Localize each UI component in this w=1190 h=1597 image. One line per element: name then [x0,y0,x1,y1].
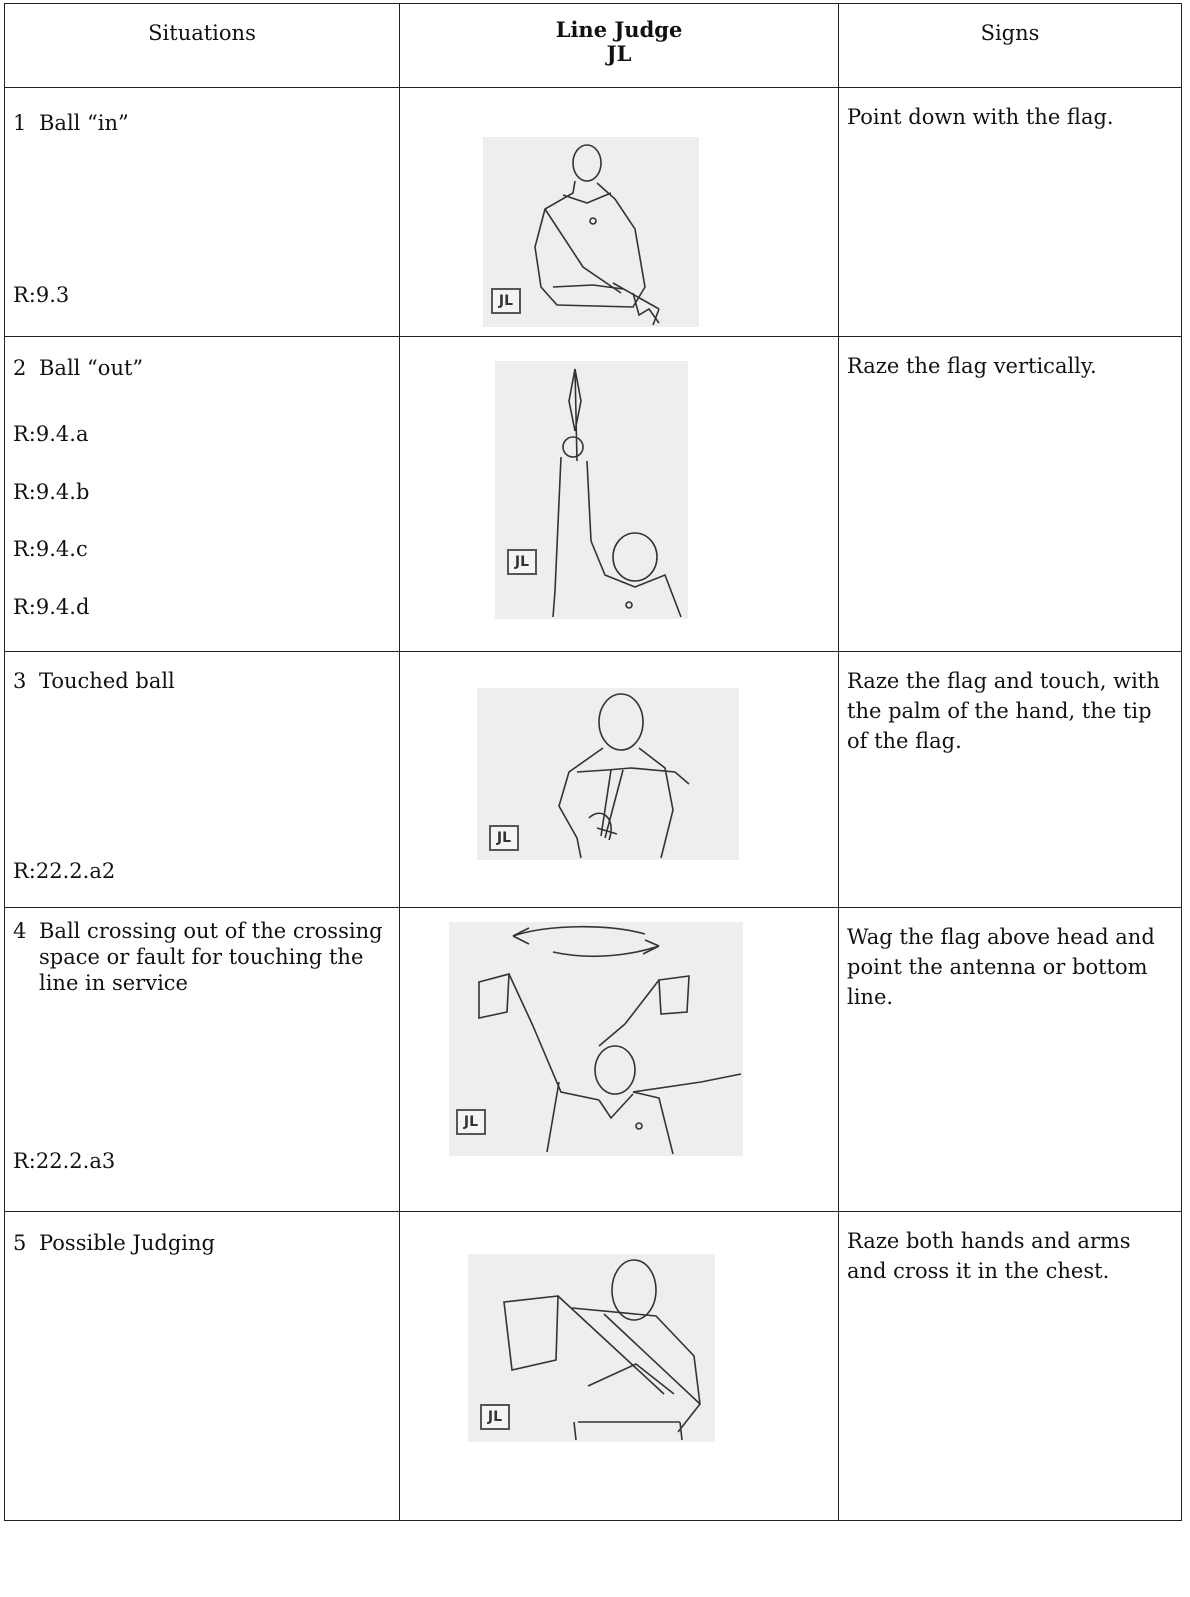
jl-badge: JL [507,549,537,575]
situation-text: Ball “in” [39,111,129,135]
sign-cell [839,88,1182,337]
situation-number: 2 [13,356,27,380]
situation-text: Touched ball [39,669,175,693]
table-row [5,337,1182,652]
situation-cell [5,88,400,337]
sign-text: Raze the flag and touch, with the palm of the hand, the tip of the flag. [847,669,1160,753]
situation-title [13,668,389,694]
illustration-cell [400,1212,839,1521]
header-signs-label: Signs [980,21,1040,45]
jl-badge: JL [456,1109,486,1135]
table-row [5,1212,1182,1521]
table-row [5,908,1182,1212]
sign-cell [839,1212,1182,1521]
sign-cell [839,908,1182,1212]
table-row [5,88,1182,337]
situation-number: 5 [13,1231,27,1255]
situation-text: Ball crossing out of the crossing space or fault for touching the line in service [39,919,383,995]
situation-text: Possible Judging [39,1231,215,1255]
rule-reference: R:9.4.a [13,422,89,446]
situation-title [13,110,389,136]
header-situations [5,4,400,88]
referee-flag-pointing-down-icon [483,137,699,327]
situation-cell [5,652,400,908]
referee-touching-flag-tip-icon [477,688,739,860]
situation-number: 3 [13,669,27,693]
situation-number: 1 [13,111,27,135]
situation-cell [5,1212,400,1521]
situation-cell [5,337,400,652]
header-situations-label: Situations [148,21,256,45]
header-line-judge [400,4,839,88]
rule-reference: R:22.2.a3 [13,1149,116,1173]
situation-cell [5,908,400,1212]
header-line-judge-abbr: JL [606,41,632,66]
illustration-cell [400,652,839,908]
sign-text: Raze both hands and arms and cross it in the chest. [847,1229,1131,1283]
situation-title [13,1230,389,1256]
rule-reference: R:9.4.b [13,480,90,504]
referee-flag-raised-icon [495,361,688,619]
referee-arms-crossed-icon [468,1254,715,1442]
rule-reference: R:22.2.a2 [13,859,116,883]
illustration-cell [400,88,839,337]
rule-reference: R:9.4.d [13,595,90,619]
illustration-cell [400,337,839,652]
table-header-row [5,4,1182,88]
jl-badge: JL [480,1404,510,1430]
sign-text: Point down with the flag. [847,105,1114,129]
sign-cell [839,652,1182,908]
situation-number: 4 [13,919,27,943]
sign-text: Wag the flag above head and point the antenna or bottom line. [847,925,1155,1009]
rule-reference: R:9.3 [13,283,70,307]
header-line-judge-label: Line Judge [555,17,683,42]
rule-reference: R:9.4.c [13,537,88,561]
header-signs [839,4,1182,88]
situation-title [13,355,389,381]
table-row [5,652,1182,908]
situation-title [13,918,389,996]
jl-badge: JL [489,825,519,851]
illustration-cell [400,908,839,1212]
sign-text: Raze the flag vertically. [847,354,1097,378]
referee-waving-flag-icon [449,922,743,1156]
situation-text: Ball “out” [39,356,144,380]
line-judge-signals-table [4,3,1182,1521]
sign-cell [839,337,1182,652]
jl-badge: JL [491,288,521,314]
